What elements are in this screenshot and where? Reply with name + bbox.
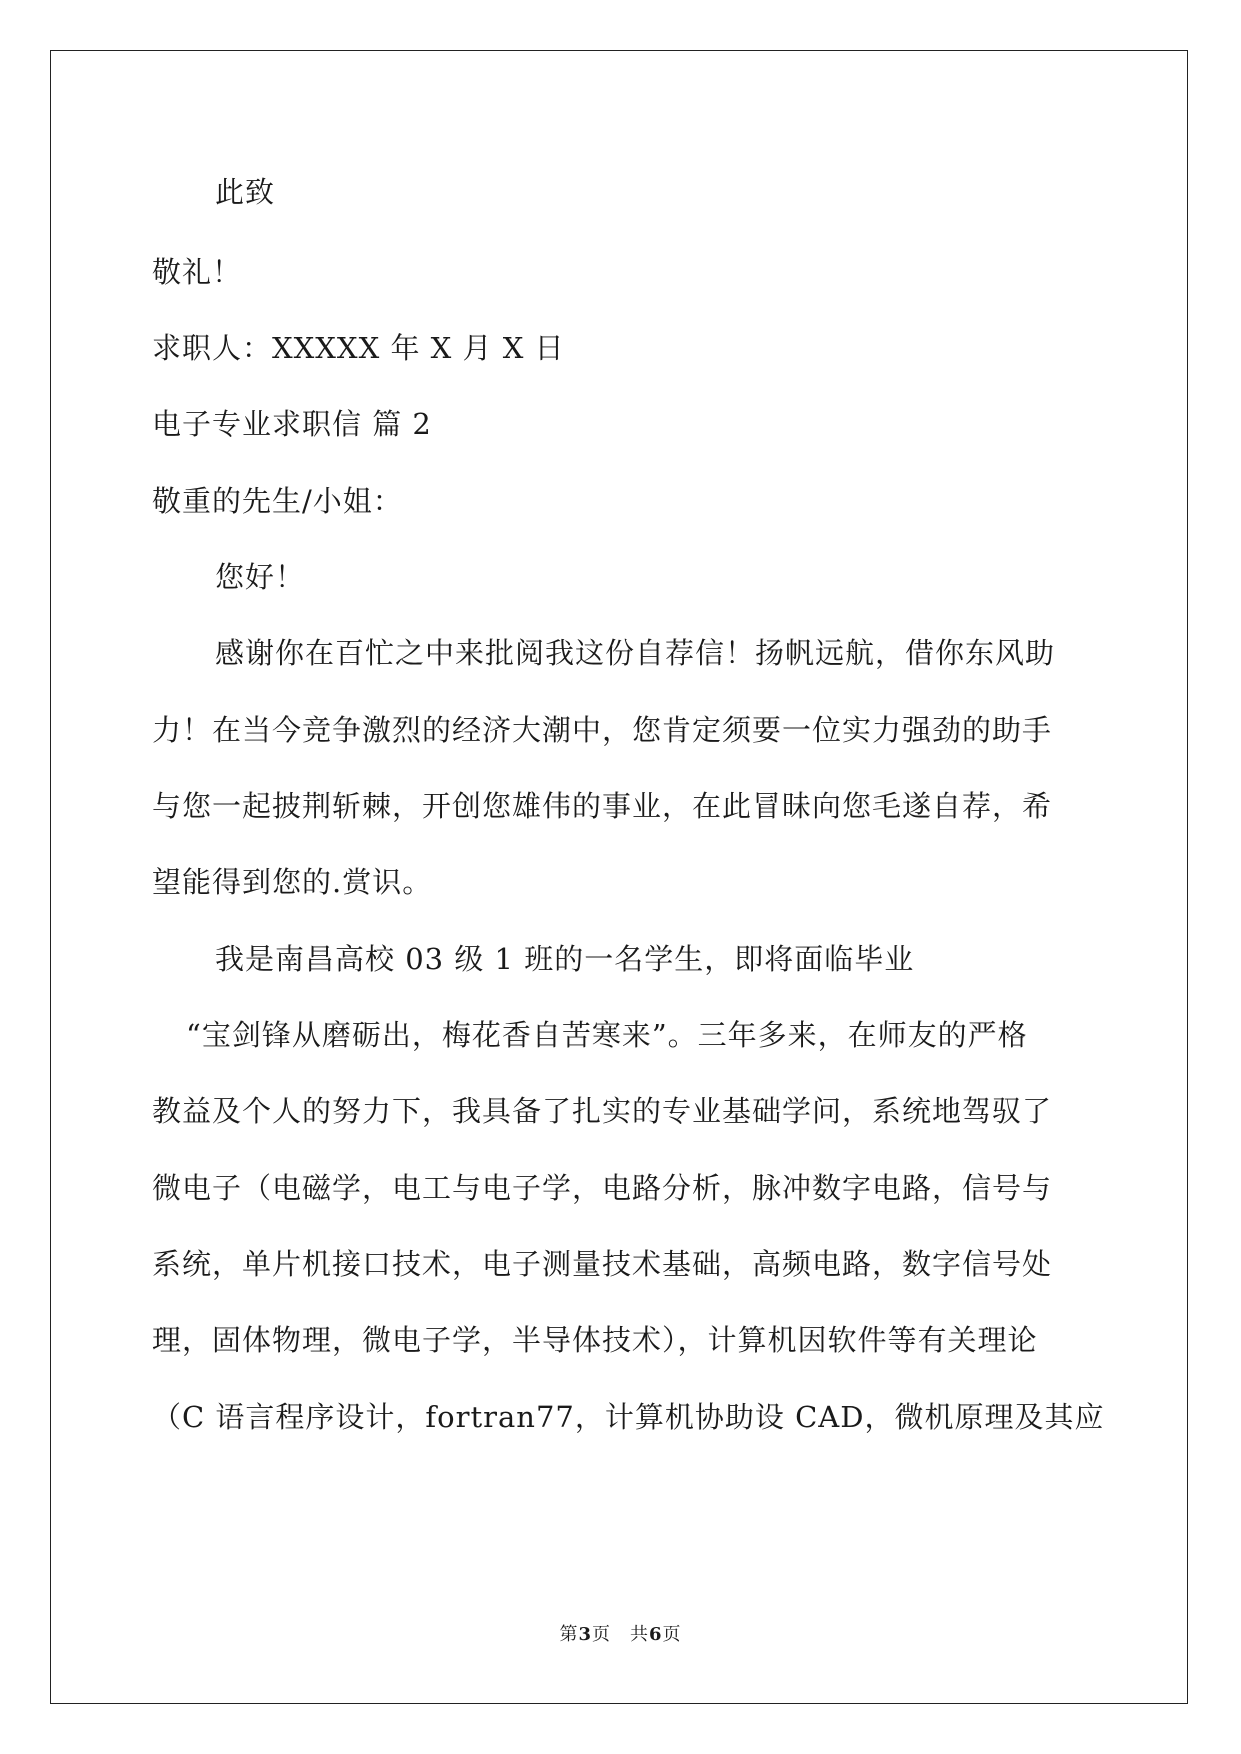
signature-date: 求职人：XXXXX 年 X 月 X 日: [152, 331, 565, 365]
paragraph-line: 力！在当今竞争激烈的经济大潮中，您肯定须要一位实力强劲的助手: [152, 713, 1053, 747]
paragraph-line: 教益及个人的努力下，我具备了扎实的专业基础学问，系统地驾驭了: [152, 1094, 1053, 1128]
greeting: 您好！: [215, 560, 306, 594]
paragraph-line: （C 语言程序设计，fortran77，计算机协助设 CAD，微机原理及其应: [152, 1400, 1105, 1434]
footer-mid: 页 共: [592, 1624, 649, 1645]
paragraph-line: 系统，单片机接口技术，电子测量技术基础，高频电路，数字信号处: [152, 1247, 1053, 1281]
greeting-addressee: 敬重的先生/小姐：: [152, 484, 403, 518]
paragraph-line: 与您一起披荆斩棘，开创您雄伟的事业，在此冒昧向您毛遂自荐，希: [152, 789, 1053, 823]
footer-prefix: 第: [559, 1624, 579, 1645]
closing-regards: 敬礼！: [152, 255, 243, 289]
paragraph-line: 微电子（电磁学，电工与电子学，电路分析，脉冲数字电路，信号与: [152, 1171, 1053, 1205]
section-title: 电子专业求职信 篇 2: [152, 407, 432, 441]
page-number-footer: [0, 1623, 1241, 1647]
paragraph-line: 望能得到您的.赏识。: [152, 865, 433, 899]
paragraph-line: “宝剑锋从磨砺出，梅花香自苦寒来”。三年多来，在师友的严格: [186, 1018, 1028, 1052]
total-page-number: 6: [649, 1624, 663, 1645]
paragraph-line: 理，固体物理，微电子学，半导体技术），计算机因软件等有关理论: [152, 1323, 1038, 1357]
current-page-number: 3: [578, 1624, 592, 1645]
paragraph-line: 感谢你在百忙之中来批阅我这份自荐信！扬帆远航，借你东风助: [215, 636, 1056, 670]
closing-salutation: 此致: [215, 175, 276, 209]
paragraph-line: 我是南昌高校 03 级 1 班的一名学生，即将面临毕业: [215, 942, 915, 976]
footer-suffix: 页: [662, 1624, 682, 1645]
